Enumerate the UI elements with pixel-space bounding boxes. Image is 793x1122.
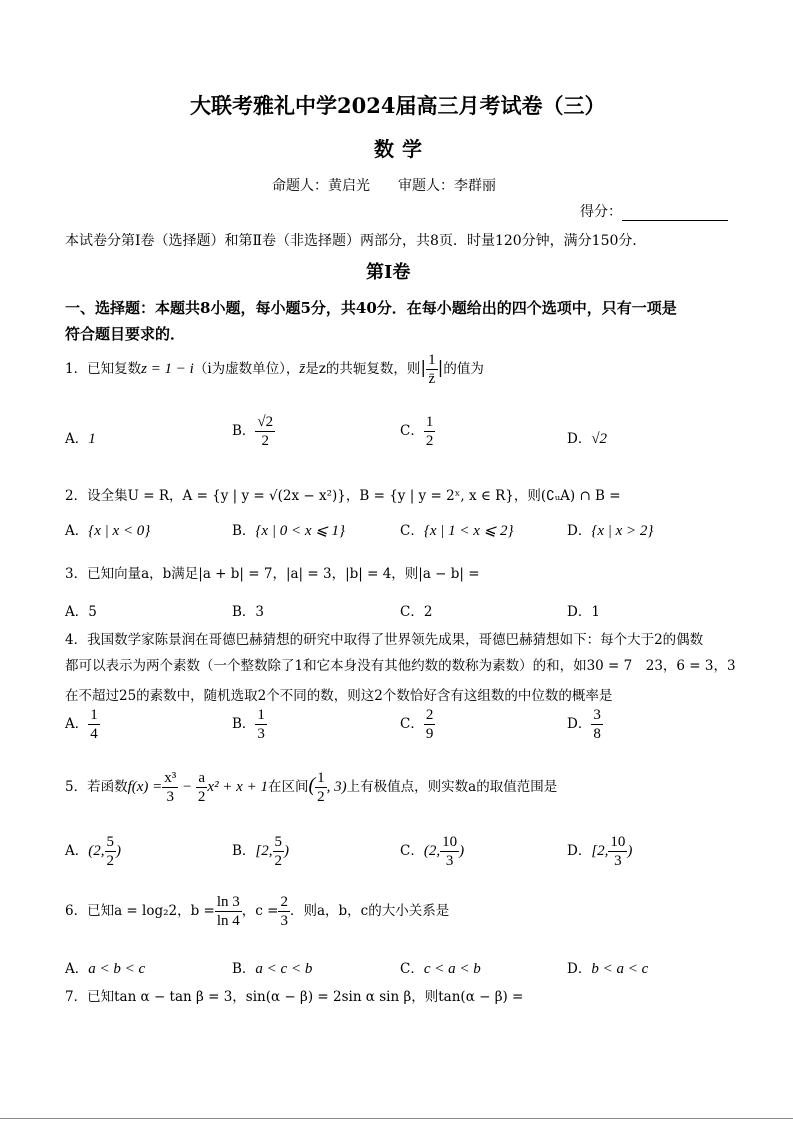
- q3-option-d[interactable]: D．1: [567, 604, 600, 620]
- q4-option-b[interactable]: B． $\frac{1}{3}$: [232, 707, 265, 742]
- q5-option-d[interactable]: D．[2, $\frac{10}{3}$ ): [567, 834, 633, 869]
- q2-option-d[interactable]: D．{x | x > 2}: [567, 523, 654, 539]
- question-4-line2: 都可以表示为两个素数（一个整数除了1和它本身没有其他约数的数称为素数）的和，如30 = 7 23，6 = 3，3: [65, 658, 736, 674]
- q5-option-b[interactable]: B．[2, $\frac{5}{2}$ ): [232, 834, 290, 869]
- question-4-line1: 4．我国数学家陈景润在哥德巴赫猜想的研究中取得了世界领先成果，哥德巴赫猜想如下：每个大于2的偶数: [65, 632, 704, 648]
- question-5-stem: 5．若函数f(x) = $\frac{\text{x³}}{3}$ − $\frac{a}{2}$ x² + x + 1在区间( $\frac{1}{2}$ , 3)上有极值点，则实数a的取值范围是: [65, 770, 558, 805]
- page-bottom-rule: [0, 1118, 793, 1119]
- exam-title: 大联考雅礼中学2024届高三月考试卷（三）: [190, 93, 606, 118]
- q4-option-a[interactable]: A． $\frac{1}{4}$: [65, 707, 98, 742]
- question-3-stem: 3．已知向量a，b满足|a + b| = 7，|a| = 3，|b| = 4，则|a − b| =: [65, 566, 480, 582]
- question-1-stem: 1．已知复数z = 1 − i（i为虚数单位），z̄是z的共轭复数，则| $\frac{1}{z̄}$ |的值为: [65, 352, 484, 387]
- q3-option-a[interactable]: A．5: [65, 604, 97, 620]
- q2-option-b[interactable]: B．{x | 0 < x ⩽ 1}: [232, 523, 346, 539]
- q6-option-a[interactable]: A．a < b < c: [65, 961, 146, 977]
- section-instructions-line2: 符合题目要求的．: [65, 325, 186, 343]
- q2-option-c[interactable]: C．{x | 1 < x ⩽ 2}: [400, 523, 514, 539]
- q1-option-a[interactable]: A．1: [65, 431, 96, 447]
- authors-line: 命题人：黄启光 审题人：李群丽: [272, 178, 496, 194]
- score-field[interactable]: [580, 201, 728, 221]
- score-blank[interactable]: [622, 206, 728, 221]
- q6-option-c[interactable]: C．c < a < b: [400, 961, 481, 977]
- section-instructions-line1: 一、选择题：本题共8小题，每小题5分，共40分．在每小题给出的四个选项中，只有一项是: [65, 299, 677, 317]
- subject-heading: 数学: [374, 137, 430, 161]
- q3-option-b[interactable]: B．3: [232, 604, 265, 620]
- q6-option-d[interactable]: D．b < a < c: [567, 961, 649, 977]
- q5-option-c[interactable]: C．(2, $\frac{10}{3}$ ): [400, 834, 465, 869]
- volume-heading: 第Ⅰ卷: [366, 262, 411, 283]
- exam-intro: 本试卷分第Ⅰ卷（选择题）和第Ⅱ卷（非选择题）两部分，共8页．时量120分钟，满分150分．: [65, 233, 647, 249]
- score-label: 得分：: [580, 204, 622, 220]
- q4-option-c[interactable]: C． $\frac{2}{9}$: [400, 707, 434, 742]
- q6-option-b[interactable]: B．a < c < b: [232, 961, 313, 977]
- q3-option-c[interactable]: C．2: [400, 604, 433, 620]
- question-4-line3: 在不超过25的素数中，随机选取2个不同的数，则这2个数恰好含有这组数的中位数的概率是: [65, 688, 613, 704]
- q1-option-c[interactable]: C． $\frac{1}{2}$: [400, 414, 434, 449]
- q2-option-a[interactable]: A．{x | x < 0}: [65, 523, 151, 539]
- q1-option-d[interactable]: D．√2: [567, 431, 608, 447]
- question-2-stem: 2．设全集U = R，A = {y | y = √(2x − x²)}，B = {y | y = 2ˣ, x ∈ R}，则(∁ᵤA) ∩ B =: [65, 488, 621, 504]
- question-7-stem: 7．已知tan α − tan β = 3，sin(α − β) = 2sin α sin β，则tan(α − β) =: [65, 989, 524, 1005]
- q1-option-b[interactable]: B． $\frac{√2}{2}$: [232, 414, 274, 449]
- question-6-stem: 6．已知a = log₂2，b = $\frac{\ln 3}{\ln 4}$ ，c = $\frac{2}{3}$ ．则a，b，c的大小关系是: [65, 894, 450, 929]
- q4-option-d[interactable]: D． $\frac{3}{8}$: [567, 707, 601, 742]
- q5-option-a[interactable]: A．(2, $\frac{5}{2}$ ): [65, 834, 121, 869]
